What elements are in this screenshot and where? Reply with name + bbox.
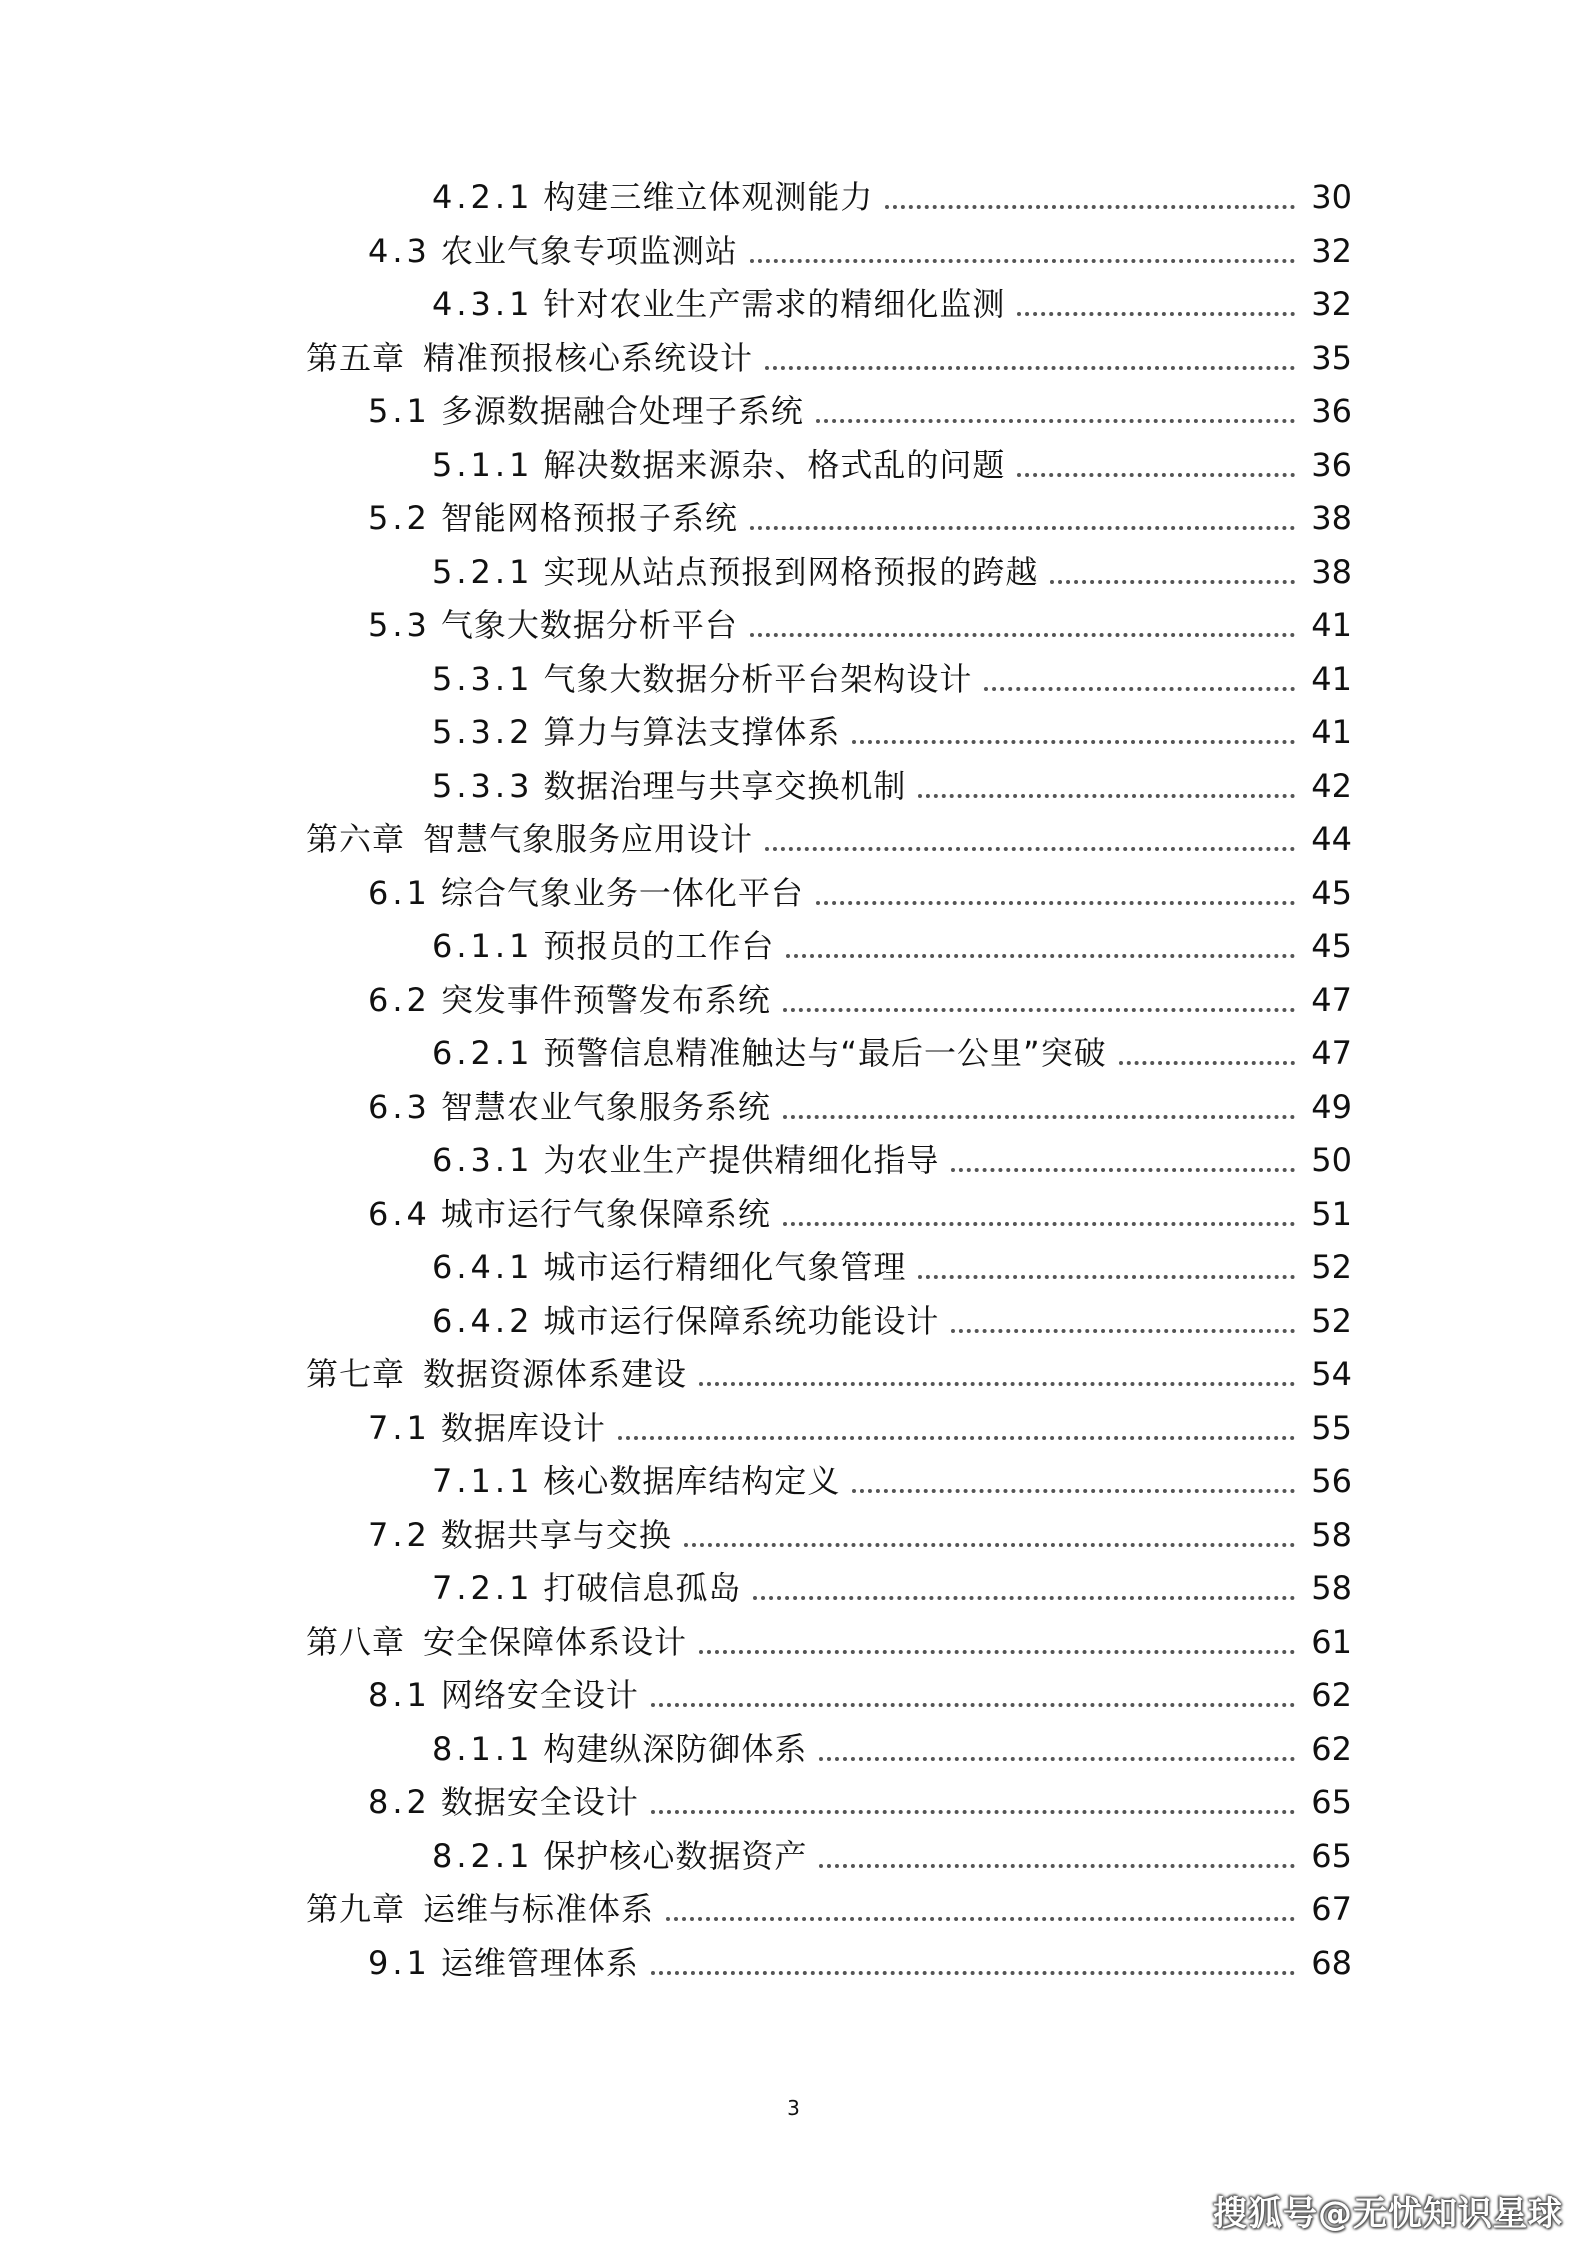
dot-leader <box>699 1382 1295 1386</box>
toc-entry[interactable] <box>432 1240 1352 1294</box>
toc-entry-title: 构建三维立体观测能力 <box>543 178 874 216</box>
toc-entry[interactable] <box>432 1722 1352 1776</box>
toc-entry-title: 为农业生产提供精细化指导 <box>543 1141 940 1179</box>
toc-entry-page: 58 <box>1311 1569 1352 1607</box>
toc-entry-number: 6.4.1 <box>432 1248 534 1286</box>
toc-entry-title: 打破信息孤岛 <box>543 1569 742 1607</box>
dot-leader <box>816 419 1295 423</box>
dot-leader <box>765 847 1295 851</box>
toc-entry[interactable] <box>432 1829 1352 1883</box>
toc-entry[interactable] <box>306 1347 1352 1401</box>
dot-leader <box>819 1864 1295 1868</box>
toc-entry-number: 第八章 <box>306 1622 406 1661</box>
toc-entry[interactable] <box>432 919 1352 973</box>
page-number: 3 <box>787 2096 800 2120</box>
toc-entry-title: 解决数据来源杂、格式乱的问题 <box>543 445 1006 484</box>
dot-leader <box>651 1810 1295 1814</box>
toc-entry-title: 智慧农业气象服务系统 <box>440 1087 771 1126</box>
toc-entry[interactable] <box>432 652 1352 706</box>
toc-entry-number: 8.1 <box>368 1676 431 1714</box>
toc-entry-page: 41 <box>1311 659 1352 698</box>
toc-entry-page: 52 <box>1311 1301 1352 1340</box>
toc-entry-title: 数据共享与交换 <box>440 1515 672 1554</box>
toc-entry-page: 65 <box>1311 1783 1352 1821</box>
toc-entry[interactable] <box>432 545 1352 599</box>
dot-leader <box>786 954 1295 958</box>
toc-entry-page: 62 <box>1311 1729 1352 1768</box>
toc-entry-number: 6.4 <box>368 1194 431 1233</box>
toc-entry-title: 智慧气象服务应用设计 <box>423 820 754 858</box>
dot-leader <box>1017 312 1295 316</box>
toc-entry[interactable] <box>368 1775 1352 1829</box>
toc-entry-number: 5.3 <box>368 606 431 644</box>
toc-entry-title: 数据资源体系建设 <box>423 1355 688 1393</box>
toc-entry-number: 第五章 <box>306 338 406 377</box>
toc-entry[interactable] <box>432 705 1352 759</box>
toc-entry[interactable] <box>368 1401 1352 1455</box>
toc-entry-number: 5.1.1 <box>432 445 534 484</box>
toc-entry-number: 6.1.1 <box>432 927 534 965</box>
toc-entry[interactable] <box>368 973 1352 1027</box>
toc-entry[interactable] <box>368 866 1352 920</box>
toc-entry-number: 5.2 <box>368 499 431 537</box>
toc-entry-title: 气象大数据分析平台 <box>440 606 738 644</box>
toc-entry-page: 49 <box>1311 1087 1352 1126</box>
toc-entry-page: 51 <box>1311 1194 1352 1233</box>
toc-entry-number: 第七章 <box>306 1355 406 1393</box>
toc-entry-title: 突发事件预警发布系统 <box>440 980 771 1019</box>
toc-entry[interactable] <box>432 1561 1352 1615</box>
dot-leader <box>750 259 1295 263</box>
toc-entry-number: 6.3.1 <box>432 1141 534 1179</box>
dot-leader <box>885 205 1295 209</box>
toc-entry-number: 4.3 <box>368 231 431 270</box>
toc-entry-title: 农业气象专项监测站 <box>440 231 738 270</box>
dot-leader <box>783 1008 1295 1012</box>
toc-entry-number: 5.3.1 <box>432 659 534 698</box>
toc-entry-title: 数据库设计 <box>440 1408 606 1447</box>
toc-entry-number: 7.1 <box>368 1408 431 1447</box>
toc-entry-number: 8.1.1 <box>432 1729 534 1768</box>
toc-entry-title: 实现从站点预报到网格预报的跨越 <box>543 552 1039 591</box>
toc-entry-page: 30 <box>1311 178 1352 216</box>
toc-entry-page: 50 <box>1311 1141 1352 1179</box>
dot-leader <box>852 740 1295 744</box>
toc-entry-page: 45 <box>1311 927 1352 965</box>
dot-leader <box>750 526 1295 530</box>
toc-entry-title: 数据安全设计 <box>440 1783 639 1821</box>
toc-entry[interactable] <box>368 1508 1352 1562</box>
toc-entry-page: 45 <box>1311 873 1352 912</box>
toc-entry-page: 65 <box>1311 1836 1352 1875</box>
toc-entry-page: 32 <box>1311 231 1352 270</box>
toc-entry-number: 6.4.2 <box>432 1301 534 1340</box>
toc-entry-page: 36 <box>1311 445 1352 484</box>
toc-entry[interactable] <box>306 331 1352 385</box>
toc-entry-title: 算力与算法支撑体系 <box>543 713 841 751</box>
dot-leader <box>918 794 1295 798</box>
dot-leader <box>783 1222 1295 1226</box>
toc-entry-page: 58 <box>1311 1515 1352 1554</box>
dot-leader <box>918 1275 1295 1279</box>
toc-entry[interactable] <box>368 1668 1352 1722</box>
toc-entry-title: 数据治理与共享交换机制 <box>543 766 907 805</box>
toc-entry-page: 52 <box>1311 1248 1352 1286</box>
dot-leader <box>1050 580 1295 584</box>
toc-entry-page: 44 <box>1311 820 1352 858</box>
toc-entry-number: 6.2.1 <box>432 1034 534 1072</box>
toc-entry-page: 47 <box>1311 1034 1352 1072</box>
toc-entry[interactable] <box>432 1026 1352 1080</box>
toc-entry-number: 8.2.1 <box>432 1836 534 1875</box>
dot-leader <box>951 1329 1295 1333</box>
toc-entry-title: 运维管理体系 <box>440 1943 639 1982</box>
toc-entry-page: 38 <box>1311 552 1352 591</box>
toc-entry-number: 7.1.1 <box>432 1462 534 1500</box>
toc-entry-title: 预报员的工作台 <box>543 927 775 965</box>
toc-entry[interactable] <box>368 384 1352 438</box>
toc-entry[interactable] <box>306 812 1352 866</box>
toc-entry-title: 气象大数据分析平台架构设计 <box>543 659 973 698</box>
toc-entry-title: 网络安全设计 <box>440 1676 639 1714</box>
toc-entry-number: 4.3.1 <box>432 285 534 323</box>
toc-entry-number: 第九章 <box>306 1890 406 1928</box>
toc-entry[interactable] <box>306 1882 1352 1936</box>
dot-leader <box>765 366 1295 370</box>
toc-entry-title: 运维与标准体系 <box>423 1890 655 1928</box>
toc-entry-number: 9.1 <box>368 1943 431 1982</box>
toc-entry-number: 6.3 <box>368 1087 431 1126</box>
toc-entry[interactable] <box>432 277 1352 331</box>
dot-leader <box>1017 473 1295 477</box>
toc-entry-number: 7.2 <box>368 1515 431 1554</box>
toc-entry-title: 精准预报核心系统设计 <box>423 338 754 377</box>
dot-leader <box>651 1971 1295 1975</box>
toc-entry-number: 6.2 <box>368 980 431 1019</box>
dot-leader <box>852 1489 1295 1493</box>
toc-entry-page: 35 <box>1311 338 1352 377</box>
toc-entry[interactable] <box>368 224 1352 278</box>
toc-entry[interactable] <box>432 1133 1352 1187</box>
dot-leader <box>753 1596 1295 1600</box>
dot-leader <box>684 1543 1295 1547</box>
toc-entry-title: 构建纵深防御体系 <box>543 1729 808 1768</box>
dot-leader <box>666 1917 1295 1921</box>
toc-entry-page: 55 <box>1311 1408 1352 1447</box>
dot-leader <box>951 1168 1295 1172</box>
toc-entry-page: 56 <box>1311 1462 1352 1500</box>
toc-entry-page: 47 <box>1311 980 1352 1019</box>
toc-entry-page: 62 <box>1311 1676 1352 1714</box>
toc-entry-page: 41 <box>1311 713 1352 751</box>
toc-entry-number: 第六章 <box>306 820 406 858</box>
toc-entry-number: 5.2.1 <box>432 552 534 591</box>
dot-leader <box>1119 1061 1296 1065</box>
toc-entry[interactable] <box>432 170 1352 224</box>
dot-leader <box>699 1650 1295 1654</box>
toc-entry-title: 城市运行精细化气象管理 <box>543 1248 907 1286</box>
toc-entry-page: 41 <box>1311 606 1352 644</box>
toc-entry[interactable] <box>368 1187 1352 1241</box>
toc-entry-page: 61 <box>1311 1622 1352 1661</box>
toc-entry[interactable] <box>432 1454 1352 1508</box>
toc-entry-number: 5.3.2 <box>432 713 534 751</box>
toc-entry-number: 4.2.1 <box>432 178 534 216</box>
toc-entry-title: 城市运行气象保障系统 <box>440 1194 771 1233</box>
toc-entry[interactable] <box>432 1294 1352 1348</box>
dot-leader <box>819 1757 1295 1761</box>
toc-entry-title: 预警信息精准触达与“最后一公里”突破 <box>543 1034 1107 1072</box>
toc-entry[interactable] <box>306 1615 1352 1669</box>
toc-entry-title: 综合气象业务一体化平台 <box>440 873 804 912</box>
toc-entry[interactable] <box>368 1080 1352 1134</box>
toc-entry-number: 7.2.1 <box>432 1569 534 1607</box>
toc-entry[interactable] <box>368 598 1352 652</box>
toc-entry-page: 32 <box>1311 285 1352 323</box>
toc-entry-title: 核心数据库结构定义 <box>543 1462 841 1500</box>
dot-leader <box>750 633 1295 637</box>
toc-entry-page: 36 <box>1311 392 1352 430</box>
toc-entry-title: 智能网格预报子系统 <box>440 499 738 537</box>
toc-entry-title: 城市运行保障系统功能设计 <box>543 1301 940 1340</box>
toc-entry-number: 6.1 <box>368 873 431 912</box>
toc-entry-title: 针对农业生产需求的精细化监测 <box>543 285 1006 323</box>
toc-entry-page: 38 <box>1311 499 1352 537</box>
toc-entry[interactable] <box>368 1936 1352 1990</box>
toc-entry[interactable] <box>368 491 1352 545</box>
toc-entry[interactable] <box>432 759 1352 813</box>
toc-entry-page: 67 <box>1311 1890 1352 1928</box>
dot-leader <box>984 687 1295 691</box>
toc-entry-page: 54 <box>1311 1355 1352 1393</box>
toc-entry[interactable] <box>432 438 1352 492</box>
toc-entry-page: 68 <box>1311 1943 1352 1982</box>
toc-entry-number: 5.1 <box>368 392 431 430</box>
dot-leader <box>816 901 1295 905</box>
toc-entry-page: 42 <box>1311 766 1352 805</box>
dot-leader <box>651 1703 1295 1707</box>
toc-entry-title: 多源数据融合处理子系统 <box>440 392 804 430</box>
dot-leader <box>618 1436 1295 1440</box>
toc-entry-title: 保护核心数据资产 <box>543 1836 808 1875</box>
toc-entry-number: 8.2 <box>368 1783 431 1821</box>
dot-leader <box>783 1115 1295 1119</box>
watermark: 搜狐号@无忧知识星球 <box>1213 2194 1563 2234</box>
toc-entry-title: 安全保障体系设计 <box>423 1622 688 1661</box>
toc-entry-number: 5.3.3 <box>432 766 534 805</box>
